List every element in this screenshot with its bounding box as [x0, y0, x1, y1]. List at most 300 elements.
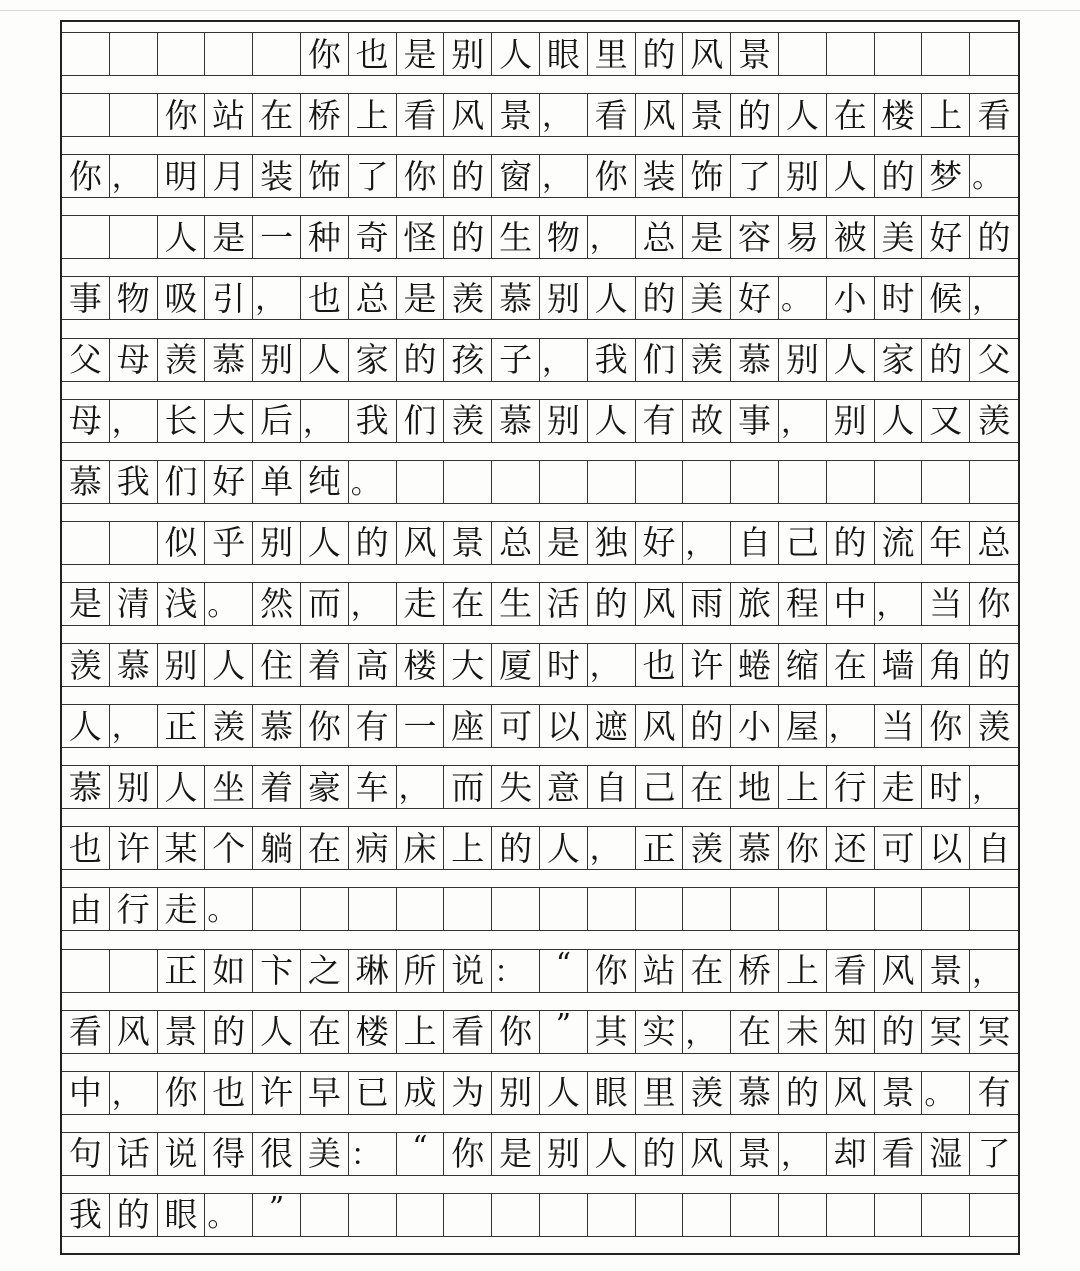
- grid-cell: 风: [683, 33, 731, 75]
- grid-cell: [731, 888, 779, 930]
- grid-cell: 装: [636, 155, 684, 197]
- grid-cell: 生: [492, 216, 540, 258]
- grid-cell: [588, 1194, 636, 1236]
- grid-cell: 已: [349, 1072, 397, 1114]
- grid-cell: [636, 1194, 684, 1236]
- grid-cell: [779, 33, 827, 75]
- grid-cell: 人: [540, 827, 588, 869]
- grid-cell: 景: [875, 1072, 923, 1114]
- grid-cell: 的: [977, 217, 1011, 257]
- grid-cell: 饰: [683, 155, 731, 197]
- grid-cell: 我: [349, 400, 397, 442]
- grid-cell: 在: [827, 644, 875, 686]
- grid-cell: 物: [110, 277, 158, 319]
- grid-cell: 独: [588, 522, 636, 564]
- grid-cell: ，: [110, 155, 158, 197]
- grid-cell: 其: [588, 1011, 636, 1053]
- grid-cell: [827, 33, 875, 75]
- grid-cell: 正: [636, 827, 684, 869]
- grid-cell: 上: [922, 94, 970, 136]
- grid-cell: 好: [922, 216, 970, 258]
- grid-cell: ，: [779, 1133, 827, 1175]
- grid-cell: 时: [922, 766, 970, 808]
- grid-cell: 己: [636, 766, 684, 808]
- grid-cell: 别: [253, 522, 301, 564]
- grid-cell: 慕: [731, 827, 779, 869]
- grid-cell: 事: [62, 277, 110, 319]
- grid-cell: 自: [977, 828, 1011, 868]
- grid-cell: 羡: [62, 644, 110, 686]
- grid-cell: 站: [636, 950, 684, 992]
- grid-cell: 而: [301, 583, 349, 625]
- grid-cell: [588, 888, 636, 930]
- grid-cell: [397, 461, 445, 503]
- grid-cell: 你: [922, 705, 970, 747]
- grid-cell: 说: [158, 1133, 206, 1175]
- grid-cell: 冥: [922, 1011, 970, 1053]
- grid-cell: “: [540, 950, 588, 992]
- grid-cell: 之: [301, 950, 349, 992]
- grid-cell: 的: [397, 339, 445, 381]
- grid-cell: ”: [540, 1011, 588, 1053]
- grid-cell: 有: [349, 705, 397, 747]
- grid-cell: [827, 888, 875, 930]
- grid-cell: 可: [492, 705, 540, 747]
- grid-cell: 你: [62, 155, 110, 197]
- grid-cell: 慕: [62, 766, 110, 808]
- grid-cell: [636, 461, 684, 503]
- grid-cell: 又: [922, 400, 970, 442]
- grid-cell: 好: [205, 461, 253, 503]
- grid-row: [62, 1190, 1018, 1237]
- grid-cell: 着: [301, 644, 349, 686]
- grid-cell: 有: [636, 400, 684, 442]
- composition-grid-paper: [60, 20, 1020, 1255]
- grid-cell: 里: [588, 33, 636, 75]
- grid-cell: 话: [110, 1133, 158, 1175]
- grid-cell: ，: [827, 705, 875, 747]
- grid-cell: 被: [827, 216, 875, 258]
- grid-cell: [492, 461, 540, 503]
- grid-cell: [779, 461, 827, 503]
- grid-cell: 当: [875, 705, 923, 747]
- grid-cell: [875, 888, 923, 930]
- grid-cell: 厦: [492, 644, 540, 686]
- grid-cell: 住: [253, 644, 301, 686]
- grid-cell: 着: [253, 766, 301, 808]
- grid-cell: 浅: [158, 583, 206, 625]
- grid-cell: 怪: [397, 216, 445, 258]
- grid-cell: 上: [444, 827, 492, 869]
- grid-cell: 羡: [444, 400, 492, 442]
- grid-cell: 的: [977, 645, 1011, 685]
- grid-cell: 缩: [779, 644, 827, 686]
- grid-row: [62, 276, 1018, 320]
- grid-cell: 你: [779, 827, 827, 869]
- grid-cell: 人: [588, 277, 636, 319]
- grid-cell: 上: [397, 1011, 445, 1053]
- grid-cell: 实: [636, 1011, 684, 1053]
- grid-cell: 。: [922, 1072, 970, 1114]
- grid-cell: [875, 461, 923, 503]
- grid-cell: 小: [827, 277, 875, 319]
- grid-cell: [253, 33, 301, 75]
- grid-cell: 看: [444, 1011, 492, 1053]
- grid-cell: 风: [110, 1011, 158, 1053]
- grid-cell: [779, 888, 827, 930]
- grid-cell: 桥: [301, 94, 349, 136]
- grid-cell: 慕: [492, 400, 540, 442]
- grid-cell: 流: [875, 522, 923, 564]
- grid-cell: 人: [301, 339, 349, 381]
- grid-cell: 们: [158, 461, 206, 503]
- grid-cell: 的: [875, 1011, 923, 1053]
- grid-cell: 易: [779, 216, 827, 258]
- grid-cell: 父: [977, 340, 1011, 379]
- grid-cell: 慕: [62, 461, 110, 503]
- grid-cell: 风: [636, 705, 684, 747]
- grid-cell: [540, 461, 588, 503]
- grid-cell: 风: [397, 522, 445, 564]
- grid-cell: 慕: [110, 644, 158, 686]
- grid-cell: 羡: [444, 277, 492, 319]
- grid-cell: ，: [540, 94, 588, 136]
- grid-row: [62, 154, 1018, 198]
- grid-cell: 景: [158, 1011, 206, 1053]
- grid-cell: 上: [779, 766, 827, 808]
- grid-cell: 你: [158, 1072, 206, 1114]
- grid-cell: [62, 216, 110, 258]
- grid-cell: 冥: [977, 1012, 1011, 1052]
- grid-cell: 楼: [397, 644, 445, 686]
- grid-cell: 窗: [492, 155, 540, 197]
- grid-cell: 你: [977, 584, 1011, 624]
- grid-cell: 景: [922, 950, 970, 992]
- grid-cell: 有: [977, 1073, 1011, 1113]
- grid-cell: [349, 888, 397, 930]
- grid-cell: [110, 33, 158, 75]
- grid-cell: 时: [875, 277, 923, 319]
- grid-cell: ，: [972, 771, 1003, 807]
- grid-cell: [301, 888, 349, 930]
- grid-cell: 羡: [977, 706, 1011, 746]
- grid-row: [62, 643, 1018, 687]
- grid-cell: 。: [205, 1194, 253, 1236]
- grid-cell: ：: [492, 950, 540, 992]
- grid-cell: 人: [205, 644, 253, 686]
- grid-cell: 的: [779, 1072, 827, 1114]
- grid-cell: ，: [540, 155, 588, 197]
- grid-cell: 容: [731, 216, 779, 258]
- grid-cell: 总: [636, 216, 684, 258]
- grid-cell: 月: [205, 155, 253, 197]
- grid-cell: 别: [444, 33, 492, 75]
- grid-cell: 人: [875, 400, 923, 442]
- grid-cell: 所: [397, 950, 445, 992]
- grid-cell: 也: [636, 644, 684, 686]
- grid-cell: 别: [827, 400, 875, 442]
- grid-cell: ，: [683, 1011, 731, 1053]
- grid-cell: 在: [253, 94, 301, 136]
- grid-cell: 你: [301, 705, 349, 747]
- grid-cell: 人: [158, 766, 206, 808]
- grid-cell: 在: [301, 827, 349, 869]
- grid-cell: 我: [588, 339, 636, 381]
- grid-row: [62, 582, 1018, 626]
- grid-cell: 的: [588, 583, 636, 625]
- grid-cell: 豪: [301, 766, 349, 808]
- grid-row: [62, 826, 1018, 870]
- grid-cell: 慕: [253, 705, 301, 747]
- grid-cell: 别: [492, 1072, 540, 1114]
- grid-cell: 己: [779, 522, 827, 564]
- grid-cell: [397, 1194, 445, 1236]
- grid-cell: 人: [827, 339, 875, 381]
- grid-cell: 明: [158, 155, 206, 197]
- grid-cell: 如: [205, 950, 253, 992]
- grid-cell: 我: [110, 461, 158, 503]
- grid-cell: 站: [205, 94, 253, 136]
- grid-cell: 。: [205, 888, 253, 930]
- grid-cell: [970, 33, 1018, 75]
- grid-cell: 风: [444, 94, 492, 136]
- grid-cell: 是: [540, 522, 588, 564]
- grid-cell: 是: [683, 216, 731, 258]
- grid-cell: 的: [205, 1011, 253, 1053]
- grid-cell: 知: [827, 1011, 875, 1053]
- grid-cell: [540, 1194, 588, 1236]
- grid-cell: [110, 216, 158, 258]
- grid-cell: 装: [253, 155, 301, 197]
- grid-cell: ，: [110, 1072, 158, 1114]
- grid-cell: [588, 461, 636, 503]
- grid-cell: 故: [683, 400, 731, 442]
- grid-cell: 景: [683, 94, 731, 136]
- grid-cell: 未: [779, 1011, 827, 1053]
- grid-cell: 走: [158, 888, 206, 930]
- grid-cell: 上: [349, 94, 397, 136]
- grid-cell: ，: [588, 827, 636, 869]
- grid-cell: 躺: [253, 827, 301, 869]
- grid-cell: ：: [349, 1133, 397, 1175]
- grid-cell: 走: [875, 766, 923, 808]
- grid-row: [62, 460, 1018, 504]
- grid-cell: 地: [731, 766, 779, 808]
- grid-cell: 羡: [977, 401, 1011, 441]
- grid-cell: 也: [301, 277, 349, 319]
- grid-cell: [397, 888, 445, 930]
- grid-cell: 由: [62, 888, 110, 930]
- grid-cell: 为: [444, 1072, 492, 1114]
- grid-cell: 中: [62, 1072, 110, 1114]
- grid-cell: 自: [731, 522, 779, 564]
- grid-cell: ，: [349, 583, 397, 625]
- grid-cell: 们: [636, 339, 684, 381]
- grid-cell: 事: [731, 400, 779, 442]
- grid-cell: 蜷: [731, 644, 779, 686]
- grid-cell: [731, 1194, 779, 1236]
- grid-row: [62, 32, 1018, 76]
- grid-cell: 美: [301, 1133, 349, 1175]
- grid-cell: 后: [253, 400, 301, 442]
- grid-cell: 坐: [205, 766, 253, 808]
- grid-cell: 别: [779, 155, 827, 197]
- grid-cell: 的: [349, 522, 397, 564]
- grid-cell: 看: [588, 94, 636, 136]
- grid-cell: 说: [444, 950, 492, 992]
- grid-cell: 种: [301, 216, 349, 258]
- grid-cell: 在: [683, 766, 731, 808]
- grid-cell: 人: [158, 216, 206, 258]
- grid-cell: [683, 888, 731, 930]
- grid-cell: ，: [110, 705, 158, 747]
- grid-cell: 母: [110, 339, 158, 381]
- grid-cell: [62, 950, 110, 992]
- grid-cell: 座: [444, 705, 492, 747]
- grid-row: [62, 765, 1018, 809]
- grid-cell: 的: [636, 33, 684, 75]
- grid-cell: 母: [62, 400, 110, 442]
- grid-cell: 遮: [588, 705, 636, 747]
- grid-row: [62, 1007, 1018, 1054]
- grid-cell: 风: [827, 1072, 875, 1114]
- grid-cell: [922, 461, 970, 503]
- grid-cell: 的: [875, 155, 923, 197]
- grid-cell: [683, 1194, 731, 1236]
- grid-cell: 看: [875, 1133, 923, 1175]
- grid-cell: [731, 461, 779, 503]
- grid-cell: [970, 888, 1018, 930]
- grid-cell: 某: [158, 827, 206, 869]
- grid-cell: 。: [349, 461, 397, 503]
- grid-cell: 人: [779, 94, 827, 136]
- grid-cell: 慕: [731, 339, 779, 381]
- grid-cell: 桥: [731, 950, 779, 992]
- grid-cell: 当: [922, 583, 970, 625]
- grid-cell: 正: [158, 950, 206, 992]
- grid-cell: 却: [827, 1133, 875, 1175]
- grid-cell: 单: [253, 461, 301, 503]
- grid-cell: 在: [444, 583, 492, 625]
- grid-cell: 眼: [540, 33, 588, 75]
- grid-cell: 在: [731, 1011, 779, 1053]
- grid-row: [62, 1129, 1018, 1176]
- grid-cell: 。: [205, 583, 253, 625]
- grid-cell: 了: [731, 155, 779, 197]
- grid-cell: ，: [972, 282, 1003, 318]
- grid-cell: 的: [827, 522, 875, 564]
- grid-cell: 似: [158, 522, 206, 564]
- grid-cell: 引: [205, 277, 253, 319]
- grid-cell: 了: [349, 155, 397, 197]
- grid-cell: 正: [158, 705, 206, 747]
- grid-cell: ，: [683, 522, 731, 564]
- grid-cell: ，: [972, 954, 1003, 990]
- grid-cell: 早: [301, 1072, 349, 1114]
- grid-cell: 个: [205, 827, 253, 869]
- grid-cell: [158, 33, 206, 75]
- grid-cell: 行: [827, 766, 875, 808]
- grid-cell: [492, 1194, 540, 1236]
- grid-cell: [301, 1194, 349, 1236]
- grid-cell: 看: [977, 95, 1011, 135]
- grid-cell: 父: [62, 339, 110, 381]
- grid-cell: 别: [540, 277, 588, 319]
- grid-cell: 是: [62, 583, 110, 625]
- grid-cell: [110, 950, 158, 992]
- grid-cell: 饰: [301, 155, 349, 197]
- grid-cell: 总: [492, 522, 540, 564]
- grid-cell: ，: [253, 277, 301, 319]
- grid-row: [62, 338, 1018, 382]
- grid-cell: 大: [205, 400, 253, 442]
- grid-cell: ，: [875, 583, 923, 625]
- grid-cell: 卞: [253, 950, 301, 992]
- grid-cell: 旅: [731, 583, 779, 625]
- grid-cell: [540, 888, 588, 930]
- grid-cell: 你: [588, 155, 636, 197]
- grid-cell: 而: [444, 766, 492, 808]
- grid-cell: 上: [779, 950, 827, 992]
- grid-cell: 别: [158, 644, 206, 686]
- grid-cell: 句: [62, 1133, 110, 1175]
- grid-cell: 的: [110, 1194, 158, 1236]
- grid-cell: [970, 1194, 1018, 1236]
- grid-cell: ，: [540, 339, 588, 381]
- grid-cell: 美: [683, 277, 731, 319]
- top-divider: [0, 10, 1080, 11]
- grid-cell: 景: [444, 522, 492, 564]
- grid-cell: 病: [349, 827, 397, 869]
- grid-cell: 也: [205, 1072, 253, 1114]
- grid-cell: [827, 461, 875, 503]
- grid-cell: 羡: [683, 339, 731, 381]
- grid-cell: 很: [253, 1133, 301, 1175]
- grid-cell: [683, 461, 731, 503]
- grid-cell: [970, 461, 1018, 503]
- grid-row: [62, 399, 1018, 443]
- grid-row: [62, 1071, 1018, 1115]
- grid-cell: [492, 888, 540, 930]
- grid-cell: 高: [349, 644, 397, 686]
- grid-cell: 了: [977, 1134, 1011, 1174]
- grid-cell: 人: [540, 1072, 588, 1114]
- grid-row: [62, 93, 1018, 137]
- grid-cell: 意: [540, 766, 588, 808]
- grid-cell: 在: [683, 950, 731, 992]
- grid-cell: 小: [731, 705, 779, 747]
- grid-cell: 自: [588, 766, 636, 808]
- grid-cell: 的: [444, 155, 492, 197]
- grid-cell: 可: [875, 827, 923, 869]
- grid-cell: 时: [540, 644, 588, 686]
- grid-cell: 家: [875, 339, 923, 381]
- grid-cell: [922, 888, 970, 930]
- grid-cell: 大: [444, 644, 492, 686]
- grid-cell: ，: [588, 644, 636, 686]
- grid-cell: 得: [205, 1133, 253, 1175]
- grid-cell: 慕: [205, 339, 253, 381]
- grid-cell: 风: [636, 94, 684, 136]
- grid-cell: 的: [636, 1133, 684, 1175]
- grid-cell: 是: [205, 216, 253, 258]
- grid-cell: 以: [922, 827, 970, 869]
- grid-cell: 人: [588, 1133, 636, 1175]
- grid-cell: 楼: [875, 94, 923, 136]
- grid-row: [62, 215, 1018, 259]
- grid-cell: 墙: [875, 644, 923, 686]
- grid-cell: 程: [779, 583, 827, 625]
